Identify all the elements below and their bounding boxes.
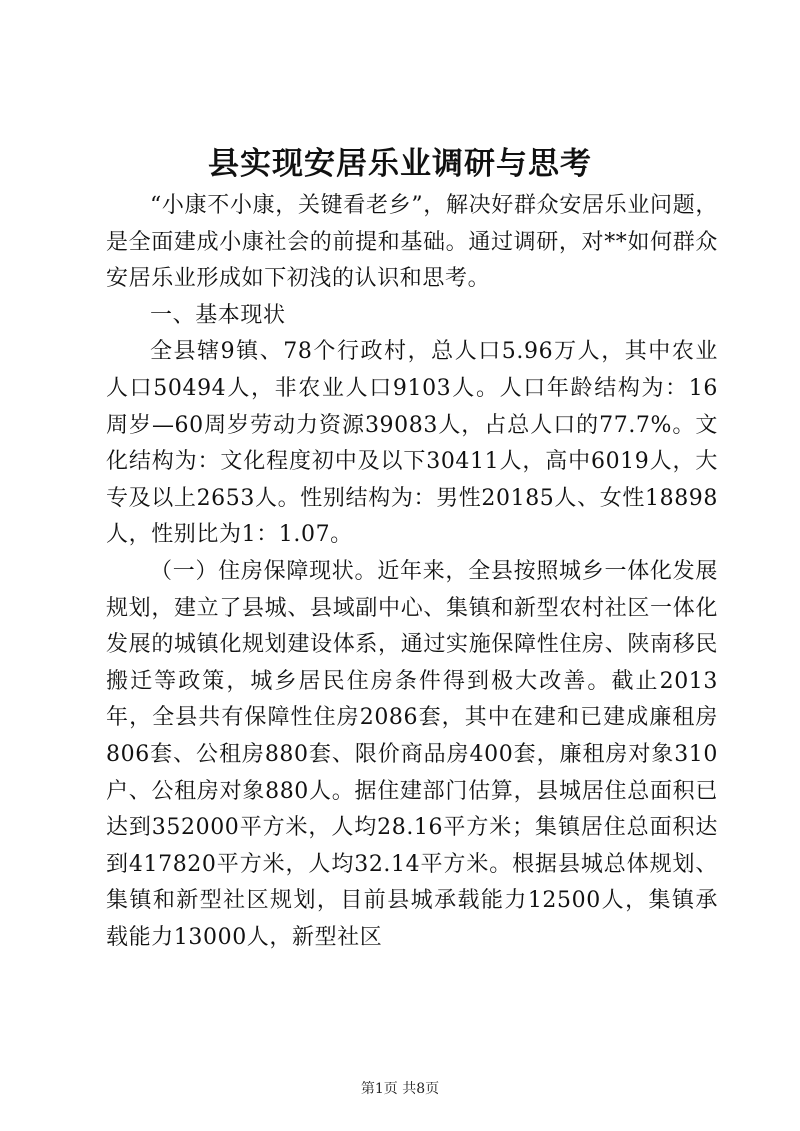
page-footer: 第1页 共8页 xyxy=(360,1081,440,1097)
housing-paragraph: （一）住房保障现状。近年来，全县按照城乡一体化发展规划，建立了县城、县域副中心、集镇和新型农村社区一体化发展的城镇化规划建设体系，通过实施保障性住房、陕南移民搬迁等政策，城乡居民住房条件得到极大改善。截止2013年，全县共有保障性住房2086套，其中在建和已建成廉租房806套、公租房880套、限价商品房400套，廉租房对象310户、公租房对象880人。据住建部门估算，县城居住总面积已达到352000平方米，人均28.16平方米；集镇居住总面积达到417820平方米，人均32.14平方米。根据县城总体规划、集镇和新型社区规划，目前县城承载能力12500人，集镇承载能力13000人，新型社区 xyxy=(106,558,718,950)
document-body xyxy=(106,188,718,956)
intro-paragraph: “小康不小康，关键看老乡”，解决好群众安居乐业问题，是全面建成小康社会的前提和基础。通过调研，对**如何群众安居乐业形成如下初浅的认识和思考。 xyxy=(106,193,718,292)
population-paragraph: 全县辖9镇、78个行政村，总人口5.96万人，其中农业人口50494人，非农业人口9103人。人口年龄结构为：16周岁—60周岁劳动力资源39083人，占总人口的77.7%。文化结构为：文化程度初中及以下30411人，高中6019人，大专及以上2653人。性别结构为：男性20185人、女性18898人，性别比为1：1.07。 xyxy=(106,339,718,548)
document-title: 县实现安居乐业调研与思考 xyxy=(208,146,592,182)
section-heading-basic-status: 一、基本现状 xyxy=(150,302,286,328)
